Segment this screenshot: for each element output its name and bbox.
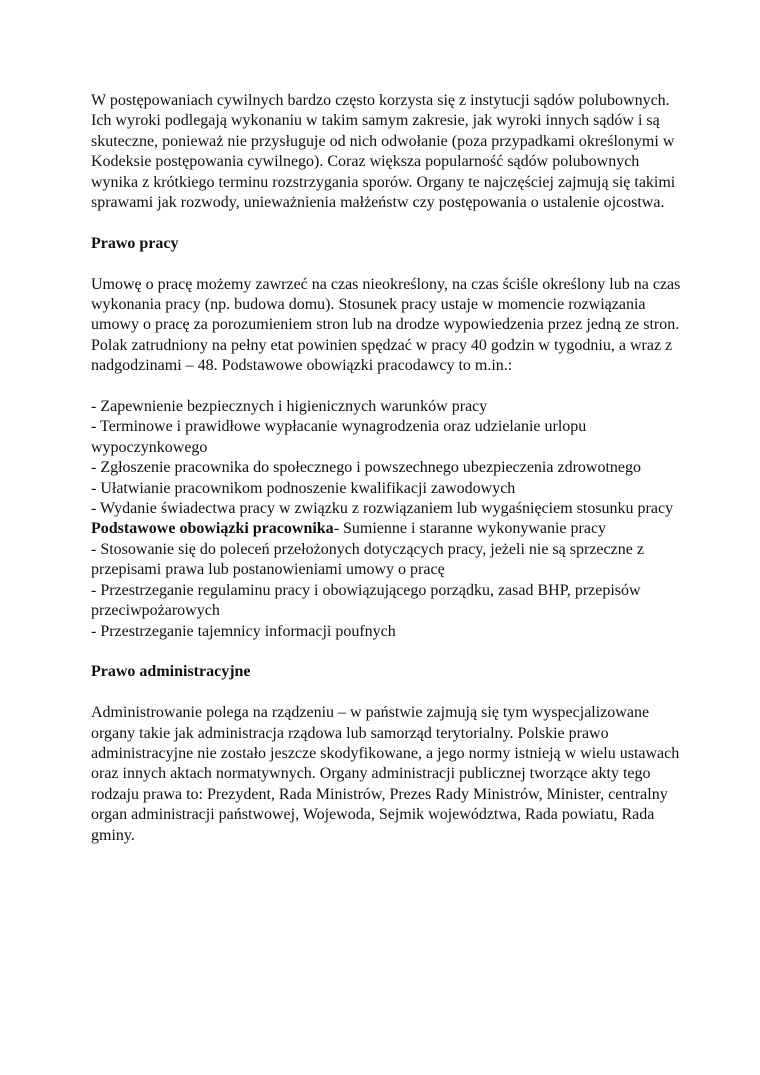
- employee-duty-item: - Przestrzeganie regulaminu pracy i obowiązującego porządku, zasad BHP, przepisów przeciwpożarowych: [91, 581, 641, 620]
- employee-duty-item: - Przestrzeganie tajemnicy informacji poufnych: [91, 622, 396, 640]
- employer-duty-item: - Zapewnienie bezpiecznych i higienicznych warunków pracy: [91, 398, 488, 416]
- employee-duty-item: - Stosowanie się do poleceń przełożonych dotyczących pracy, jeżeli nie są sprzeczne z przepisami prawa lub postanowieniami umowy o pracę: [91, 540, 644, 579]
- employer-duty-item: - Ułatwianie pracownikom podnoszenie kwalifikacji zawodowych: [91, 479, 516, 497]
- spacer: [91, 642, 681, 662]
- document-page: [91, 91, 681, 846]
- administrative-law-paragraph: Administrowanie polega na rządzeniu – w państwie zajmują się tym wyspecjalizowane organy takie jak administracja rządowa lub samorząd terytorialny. Polskie prawo administracyjne nie zostało jeszcze skodyfikowane, a jego normy istnieją w wielu ustawach oraz innych aktach normatywnych. Organy administracji publicznej tworzące akty tego rodzaju prawa to: Prezydent, Rada Ministrów, Prezes Rady Ministrów, Minister, centralny organ administracji państwowej, Wojewoda, Sejmik województwa, Rada powiatu, Rada gminy.: [91, 704, 680, 844]
- employer-duty-item: - Terminowe i prawidłowe wypłacanie wynagrodzenia oraz udzielanie urlopu wypoczynkowego: [91, 418, 587, 456]
- spacer: [91, 377, 681, 397]
- intro-paragraph: W postępowaniach cywilnych bardzo często korzysta się z instytucji sądów polubownych. Ich wyroki podlegają wykonaniu w takim samym zakresie, jak wyroki innych sądów i są skuteczne, ponieważ nie przysługuje od nich odwołanie (poza przypadkami określonymi w Kodeksie postępowania cywilnego). Coraz większa popularność sądów polubownych wynika z krótkiego terminu rozstrzygania sporów. Organy te najczęściej zajmują się takimi sprawami jak rozwody, unieważnienia małżeństw czy postępowania o ustalenie ojcostwa.: [91, 92, 676, 212]
- heading-administrative-law: Prawo administracyjne: [91, 663, 251, 681]
- spacer: [91, 254, 681, 274]
- employee-duties-label: Podstawowe obowiązki pracownika: [91, 520, 334, 538]
- employee-duty-item: - Sumienne i staranne wykonywanie pracy: [333, 520, 607, 538]
- employee-duties-line: [91, 519, 681, 539]
- heading-labor-law: Prawo pracy: [91, 234, 179, 252]
- employer-duty-item: - Zgłoszenie pracownika do społecznego i powszechnego ubezpieczenia zdrowotnego: [91, 459, 641, 477]
- labor-law-paragraph: Umowę o pracę możemy zawrzeć na czas nieokreślony, na czas ściśle określony lub na czas wykonania pracy (np. budowa domu). Stosunek pracy ustaje w momencie rozwiązania umowy o pracę za porozumieniem stron lub na drodze wypowiedzenia przez jedną ze stron. Polak zatrudniony na pełny etat powinien spędzać w pracy 40 godzin w tygodniu, a wraz z nadgodzinami – 48. Podstawowe obowiązki pracodawcy to m.in.:: [91, 275, 681, 375]
- spacer: [91, 683, 681, 703]
- employer-duty-item: - Wydanie świadectwa pracy w związku z rozwiązaniem lub wygaśnięciem stosunku pracy: [91, 500, 674, 518]
- spacer: [91, 213, 681, 233]
